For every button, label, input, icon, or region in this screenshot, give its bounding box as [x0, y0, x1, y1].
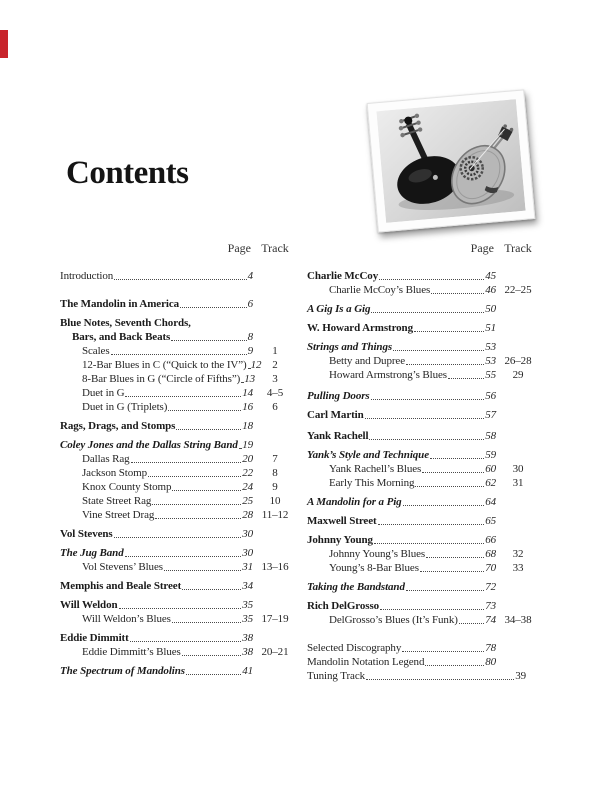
entry-track-number: 4–5	[266, 387, 284, 399]
entry-leader	[82, 560, 253, 574]
entry-track-number: 22–25	[504, 284, 532, 296]
dot-leader	[426, 556, 484, 558]
entry-label: Vol Stevens’ Blues	[82, 561, 163, 573]
entry-leader	[60, 546, 253, 560]
entry-page-number: 46	[485, 284, 496, 296]
entry-label: Charlie McCoy	[307, 270, 379, 282]
entry-leader	[307, 302, 496, 316]
toc-entry	[60, 546, 297, 560]
entry-leader	[82, 452, 253, 466]
dot-leader	[459, 622, 484, 624]
entry-leader	[60, 269, 253, 283]
entry-page-number: 28	[242, 509, 253, 521]
entry-leader	[307, 408, 496, 422]
entry-leader	[329, 462, 496, 476]
entry-leader	[60, 631, 253, 645]
dot-leader	[119, 607, 242, 609]
toc-entry	[307, 476, 540, 490]
dot-leader	[186, 673, 241, 675]
entry-label: Eddie Dimmitt	[60, 632, 129, 644]
entry-leader	[82, 386, 253, 400]
dot-leader	[239, 447, 241, 449]
entry-page-number: 4	[247, 270, 253, 282]
entry-label: Yank Rachell’s Blues	[329, 463, 422, 475]
entry-leader	[60, 419, 253, 433]
entry-page-number: 25	[242, 495, 253, 507]
dot-leader	[125, 395, 241, 397]
entry-page-number: 31	[242, 561, 253, 573]
track-column-header: Track	[261, 241, 289, 255]
entry-label: Dallas Rag	[82, 453, 130, 465]
entry-label: Mandolin Notation Legend	[307, 656, 425, 668]
entry-label: Vol Stevens	[60, 528, 113, 540]
toc-entry	[307, 561, 540, 575]
entry-leader	[307, 321, 496, 335]
entry-leader	[329, 368, 496, 382]
toc-entry	[60, 400, 297, 414]
toc-entry	[307, 448, 540, 462]
entry-page-number: 72	[485, 581, 496, 593]
entry-track-number: 7	[272, 453, 278, 465]
dot-leader	[111, 353, 247, 355]
entry-label: Yank Rachell	[307, 430, 369, 442]
toc-entry	[60, 452, 297, 466]
toc-entry	[307, 547, 540, 561]
entry-page-number: 19	[242, 439, 253, 451]
entry-page-number: 9	[247, 345, 253, 357]
dot-leader	[380, 608, 484, 610]
track-column-header: Track	[504, 241, 532, 255]
dot-leader	[114, 278, 246, 280]
dot-leader	[369, 438, 484, 440]
toc-entry	[307, 514, 540, 528]
page-title: Contents	[66, 155, 189, 191]
toc-entry	[60, 419, 297, 433]
entry-label: Early This Morning	[329, 477, 415, 489]
entry-label: Maxwell Street	[307, 515, 377, 527]
entry-label: Charlie McCoy’s Blues	[329, 284, 431, 296]
toc-entry	[307, 613, 540, 627]
entry-leader	[307, 669, 526, 683]
dot-leader	[430, 457, 484, 459]
entry-track-number: 13–16	[261, 561, 289, 573]
entry-page-number: 8	[247, 331, 253, 343]
toc-entries-right	[307, 269, 540, 683]
entry-page-number: 22	[242, 467, 253, 479]
entry-page-number: 38	[242, 646, 253, 658]
entry-leader	[82, 508, 253, 522]
toc-entry	[307, 580, 540, 594]
entry-label: Johnny Young	[307, 534, 373, 546]
entry-leader	[329, 613, 496, 627]
toc-entry	[307, 408, 540, 422]
entry-page-number: 50	[485, 303, 496, 315]
dot-leader	[402, 650, 484, 652]
entry-page-number: 68	[485, 548, 496, 560]
entry-page-number: 35	[242, 613, 253, 625]
entry-leader	[82, 645, 253, 659]
entry-leader	[60, 527, 253, 541]
entry-page-number: 62	[485, 477, 496, 489]
entry-track-number: 29	[512, 369, 524, 381]
entry-leader	[82, 400, 253, 414]
entry-label: Betty and Dupree	[329, 355, 405, 367]
entry-leader	[307, 389, 496, 403]
dot-leader	[171, 339, 246, 341]
dot-leader	[374, 542, 484, 544]
entry-page-number: 45	[485, 270, 496, 282]
entry-label: DelGrosso’s Blues (It’s Funk)	[329, 614, 458, 626]
entry-track-number: 31	[512, 477, 524, 489]
entry-page-number: 64	[485, 496, 496, 508]
entry-leader	[307, 429, 496, 443]
toc-entry	[60, 579, 297, 593]
toc-entry	[60, 527, 297, 541]
entry-page-number: 24	[242, 481, 253, 493]
toc-entry	[60, 330, 297, 344]
entry-track-number: 1	[272, 345, 278, 357]
entry-track-number: 33	[512, 562, 524, 574]
dot-leader	[130, 640, 242, 642]
dot-leader	[172, 621, 241, 623]
entry-track-number: 30	[512, 463, 524, 475]
entry-leader	[60, 297, 253, 311]
toc-entry	[60, 438, 297, 452]
dot-leader	[403, 504, 485, 506]
entry-track-number: 34–38	[504, 614, 532, 626]
dot-leader	[422, 471, 484, 473]
entry-label: Strings and Things	[307, 341, 393, 353]
toc-entry	[60, 344, 297, 358]
dot-leader	[393, 349, 484, 351]
dot-leader	[152, 503, 241, 505]
page-column-header: Page	[470, 241, 494, 255]
entry-track-number: 9	[272, 481, 278, 493]
entry-leader	[82, 372, 256, 386]
entry-leader	[307, 340, 496, 354]
entry-label: W. Howard Armstrong	[307, 322, 413, 334]
entry-label: Will Weldon’s Blues	[82, 613, 171, 625]
entry-page-number: 30	[242, 547, 253, 559]
toc-entry	[60, 297, 297, 311]
toc-entry	[307, 269, 540, 283]
toc-entry-continued	[60, 316, 297, 330]
entry-track-number: 2	[272, 359, 278, 371]
dot-leader	[125, 555, 242, 557]
entry-page-number: 55	[485, 369, 496, 381]
entry-label: Howard Armstrong’s Blues	[329, 369, 447, 381]
entry-page-number: 16	[242, 401, 253, 413]
dot-leader	[406, 363, 484, 365]
entry-label: 8-Bar Blues in G (“Circle of Fifths”)	[82, 373, 241, 385]
entry-label: Young’s 8-Bar Blues	[329, 562, 419, 574]
entry-leader	[329, 283, 496, 297]
entry-leader	[329, 476, 496, 490]
entry-label: Memphis and Beale Street	[60, 580, 182, 592]
toc-entry	[307, 462, 540, 476]
entry-label: Scales	[82, 345, 110, 357]
column-header-right	[307, 241, 540, 256]
entry-page-number: 12	[250, 359, 262, 371]
entry-leader	[82, 344, 253, 358]
dot-leader	[164, 569, 241, 571]
entry-page-number: 60	[485, 463, 496, 475]
dot-leader	[431, 292, 484, 294]
entry-page-number: 80	[485, 656, 496, 668]
toc-entry	[60, 645, 297, 659]
entry-leader	[307, 448, 496, 462]
entry-label: The Mandolin in America	[60, 298, 180, 310]
entry-leader	[60, 579, 253, 593]
entry-page-number: 6	[247, 298, 253, 310]
toc-entry	[60, 372, 297, 386]
entry-label: Bars, and Back Beats	[72, 331, 171, 343]
entry-label: Selected Discography	[307, 642, 402, 654]
toc-entry	[60, 269, 297, 283]
toc-entry	[307, 283, 540, 297]
entry-leader	[307, 599, 496, 613]
entry-label: Pulling Doors	[307, 390, 370, 402]
entry-label: Taking the Bandstand	[307, 581, 405, 593]
toc-entry	[60, 612, 297, 626]
dot-leader	[406, 589, 484, 591]
toc-entry	[60, 560, 297, 574]
entry-page-number: 78	[485, 642, 496, 654]
entry-leader	[307, 655, 496, 669]
entry-label: Knox County Stomp	[82, 481, 172, 493]
dot-leader	[241, 381, 243, 383]
dot-leader	[155, 517, 241, 519]
entry-leader	[82, 466, 253, 480]
entry-leader	[82, 358, 262, 372]
dot-leader	[415, 485, 484, 487]
entry-page-number: 73	[485, 600, 496, 612]
toc-entry	[307, 354, 540, 368]
entry-leader	[307, 641, 496, 655]
toc-entry	[307, 669, 540, 683]
dot-leader	[365, 417, 485, 419]
dot-leader	[371, 311, 484, 313]
dot-leader	[114, 536, 242, 538]
dot-leader	[182, 588, 241, 590]
entry-track-number: 6	[272, 401, 278, 413]
entry-page-number: 70	[485, 562, 496, 574]
entry-track-number: 17–19	[261, 613, 289, 625]
toc-entry	[60, 358, 297, 372]
entry-page-number: 18	[242, 420, 253, 432]
entry-page-number: 20	[242, 453, 253, 465]
entry-track-number: 11–12	[261, 509, 289, 521]
dot-leader	[414, 330, 484, 332]
entry-page-number: 59	[485, 449, 496, 461]
toc-column-right	[307, 241, 540, 683]
entry-label: Introduction	[60, 270, 114, 282]
entry-page-number: 34	[242, 580, 253, 592]
mandolins-illustration	[376, 99, 525, 223]
dot-leader	[172, 489, 241, 491]
toc-entry	[60, 480, 297, 494]
entry-label: Vine Street Drag	[82, 509, 155, 521]
entry-leader	[72, 330, 253, 344]
entry-track-number: 20–21	[261, 646, 289, 658]
entry-label: A Mandolin for a Pig	[307, 496, 402, 508]
toc-entry	[60, 631, 297, 645]
entry-page-number: 56	[485, 390, 496, 402]
entry-leader	[307, 514, 496, 528]
toc-entry	[60, 494, 297, 508]
entry-leader	[60, 438, 253, 452]
toc-entry	[60, 598, 297, 612]
dot-leader	[378, 523, 485, 525]
entry-leader	[307, 533, 496, 547]
entry-label: State Street Rag	[82, 495, 152, 507]
column-header-left	[60, 241, 297, 256]
entry-leader	[82, 480, 253, 494]
entry-leader	[307, 269, 496, 283]
entry-page-number: 66	[485, 534, 496, 546]
toc-entry	[307, 533, 540, 547]
entry-page-number: 74	[485, 614, 496, 626]
toc-column-left	[60, 241, 297, 678]
dot-leader	[379, 278, 484, 280]
toc-entry	[307, 340, 540, 354]
two-mandolins-photo	[367, 89, 536, 232]
entry-leader	[329, 561, 496, 575]
dot-leader	[371, 398, 485, 400]
toc-entry	[307, 641, 540, 655]
entry-page-number: 57	[485, 409, 496, 421]
entry-label: Tuning Track	[307, 670, 366, 682]
toc-entries-left	[60, 269, 297, 678]
dot-leader	[425, 664, 484, 666]
toc-entry	[307, 368, 540, 382]
entry-page-number: 30	[242, 528, 253, 540]
entry-page-number: 53	[485, 341, 496, 353]
entry-label: A Gig Is a Gig	[307, 303, 371, 315]
red-edge-mark	[0, 30, 8, 58]
entry-track-number: 8	[272, 467, 278, 479]
toc-entry	[60, 466, 297, 480]
entry-leader	[82, 612, 253, 626]
dot-leader	[131, 461, 242, 463]
dot-leader	[168, 409, 241, 411]
entry-label: 12-Bar Blues in C (“Quick to the IV”)	[82, 359, 247, 371]
entry-track-number: 32	[512, 548, 524, 560]
entry-page-number: 14	[242, 387, 253, 399]
toc-entry	[60, 664, 297, 678]
toc-entry	[307, 655, 540, 669]
entry-page-number: 13	[244, 373, 256, 385]
dot-leader	[448, 377, 484, 379]
toc-entry	[307, 429, 540, 443]
entry-label: Duet in G (Triplets)	[82, 401, 168, 413]
entry-leader	[82, 494, 253, 508]
entry-label: Will Weldon	[60, 599, 118, 611]
entry-page-number: 58	[485, 430, 496, 442]
toc-entry	[60, 386, 297, 400]
entry-label: Carl Martin	[307, 409, 364, 421]
entry-track-number: 3	[272, 373, 278, 385]
dot-leader	[420, 570, 484, 572]
entry-leader	[329, 547, 496, 561]
entry-label: Jackson Stomp	[82, 467, 148, 479]
entry-label: The Jug Band	[60, 547, 124, 559]
entry-leader	[60, 598, 253, 612]
entry-leader	[60, 664, 253, 678]
dot-leader	[248, 367, 250, 369]
dot-leader	[180, 306, 247, 308]
page-column-header: Page	[227, 241, 251, 255]
entry-track-number: 39	[515, 670, 526, 682]
entry-label: Coley Jones and the Dallas String Band	[60, 439, 238, 451]
toc-entry	[307, 599, 540, 613]
entry-label: Eddie Dimmitt’s Blues	[82, 646, 181, 658]
entry-leader	[329, 354, 496, 368]
entry-label: Duet in G	[82, 387, 125, 399]
dot-leader	[148, 475, 241, 477]
toc-entry	[307, 302, 540, 316]
entry-track-number: 10	[269, 495, 281, 507]
entry-page-number: 35	[242, 599, 253, 611]
entry-track-number: 26–28	[504, 355, 532, 367]
entry-leader	[307, 580, 496, 594]
entry-page-number: 65	[485, 515, 496, 527]
entry-page-number: 38	[242, 632, 253, 644]
entry-label: The Spectrum of Mandolins	[60, 665, 185, 677]
entry-label: Yank’s Style and Technique	[307, 449, 429, 461]
entry-label: Johnny Young’s Blues	[329, 548, 426, 560]
entry-label: Rags, Drags, and Stomps	[60, 420, 176, 432]
entry-page-number: 51	[485, 322, 496, 334]
entry-leader	[307, 495, 496, 509]
entry-label: Rich DelGrosso	[307, 600, 380, 612]
toc-entry	[307, 389, 540, 403]
entry-page-number: 53	[485, 355, 496, 367]
toc-entry	[60, 508, 297, 522]
entry-label: Blue Notes, Seventh Chords,	[60, 317, 191, 329]
dot-leader	[366, 678, 514, 680]
dot-leader	[182, 654, 241, 656]
toc-entry	[307, 495, 540, 509]
entry-page-number: 41	[242, 665, 253, 677]
toc-entry	[307, 321, 540, 335]
dot-leader	[176, 428, 241, 430]
